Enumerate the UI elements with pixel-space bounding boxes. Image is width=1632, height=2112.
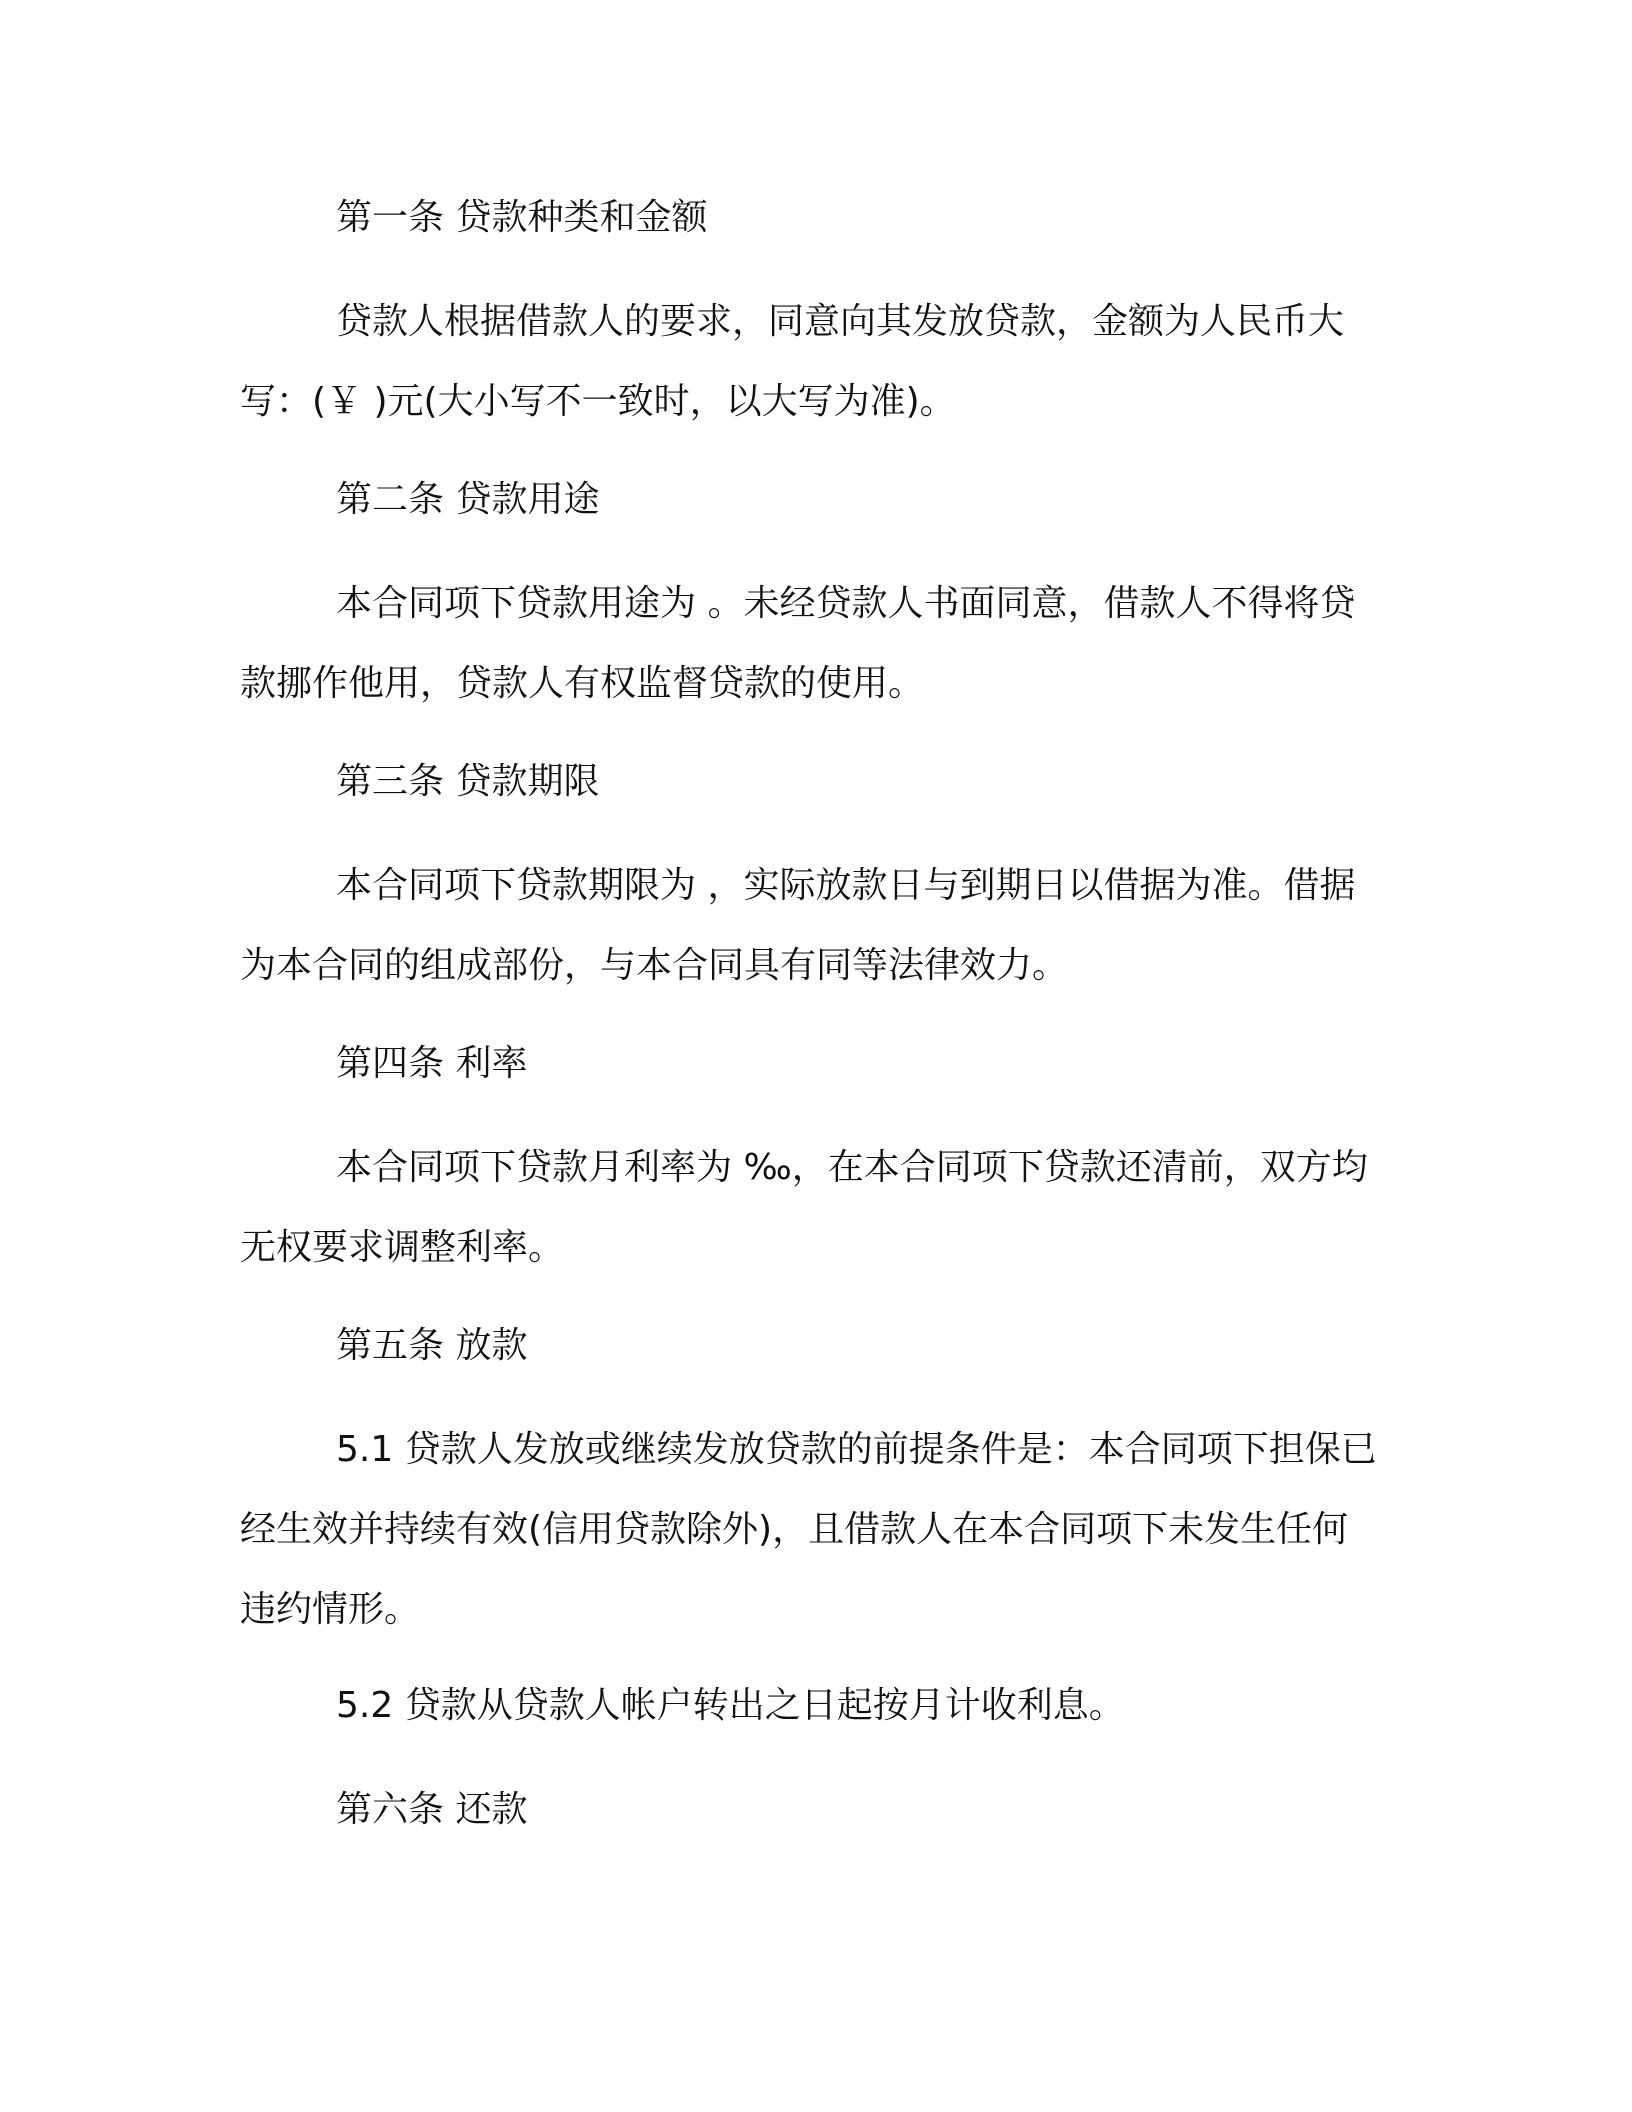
section-4-heading: 第四条 利率 — [336, 1043, 528, 1084]
section-3-paragraph-1: 本合同项下贷款期限为 ，实际放款日与到期日以借据为准。借据为本合同的组成部份，与本合同具有同等法律效力。 — [240, 865, 1356, 986]
section-3-heading: 第三条 贷款期限 — [336, 761, 600, 802]
section-1-heading: 第一条 贷款种类和金额 — [336, 197, 708, 238]
section-2-paragraph-1: 本合同项下贷款用途为 。未经贷款人书面同意，借款人不得将贷款挪作他用，贷款人有权监督贷款的使用。 — [240, 583, 1356, 704]
section-2-heading: 第二条 贷款用途 — [336, 479, 600, 520]
section-5-paragraph-1: 5.1 贷款人发放或继续发放贷款的前提条件是：本合同项下担保已经生效并持续有效(信用贷款除外)，且借款人在本合同项下未发生任何违约情形。 — [240, 1429, 1377, 1630]
section-1-paragraph-1: 贷款人根据借款人的要求，同意向其发放贷款，金额为人民币大写：(￥ )元(大小写不一致时，以大写为准)。 — [240, 301, 1345, 422]
section-4-paragraph-1: 本合同项下贷款月利率为 ‰，在本合同项下贷款还清前，双方均无权要求调整利率。 — [240, 1147, 1368, 1268]
section-6-heading: 第六条 还款 — [336, 1789, 528, 1830]
section-5-paragraph-2: 5.2 贷款从贷款人帐户转出之日起按月计收利息。 — [336, 1685, 1125, 1726]
section-5-heading: 第五条 放款 — [336, 1325, 528, 1366]
